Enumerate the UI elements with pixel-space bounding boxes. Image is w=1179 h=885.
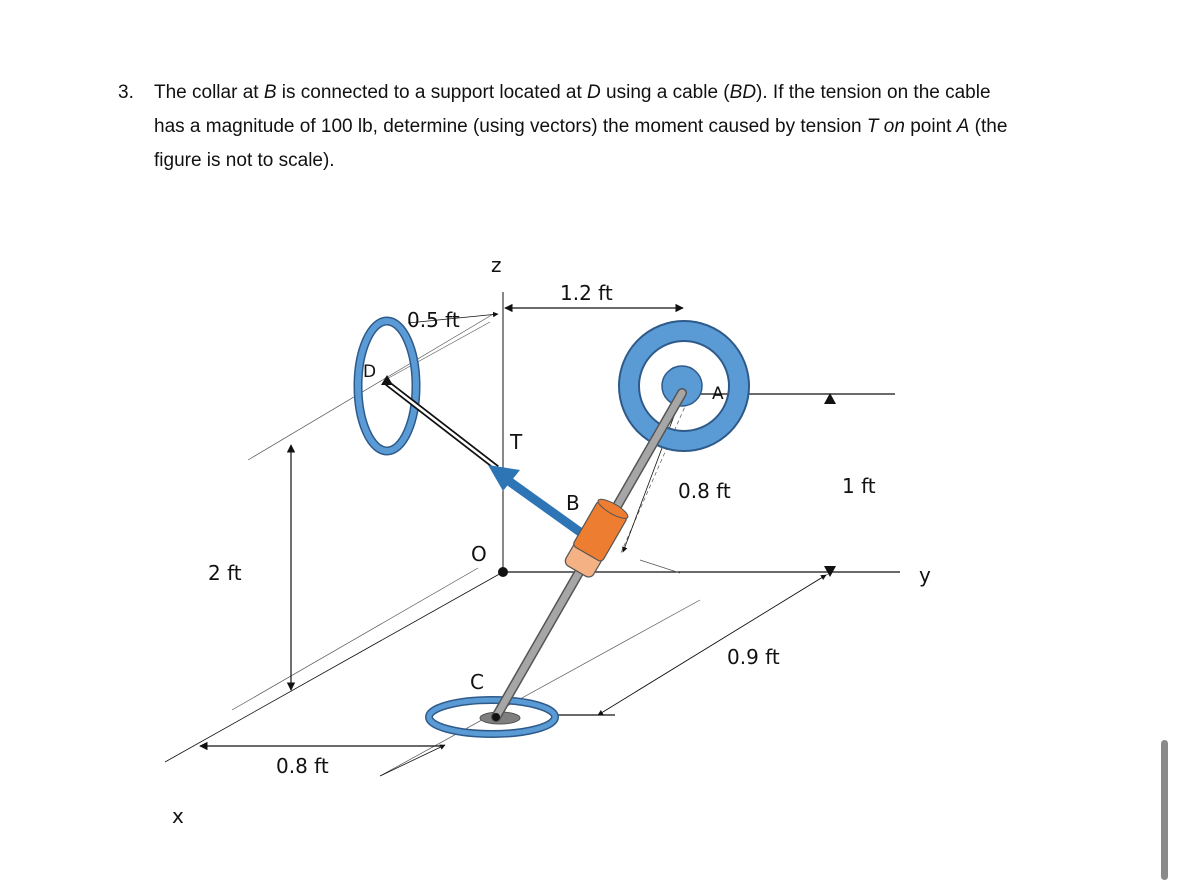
label-z-axis: z	[491, 253, 502, 277]
label-dim-1ft: 1 ft	[842, 474, 876, 498]
label-point-c: C	[470, 670, 484, 694]
text-segment: is connected to a support located at	[276, 82, 588, 103]
italic-text: T on	[866, 116, 905, 137]
label-y-axis: y	[919, 563, 931, 587]
italic-text: D	[587, 82, 601, 103]
label-point-b: B	[566, 491, 580, 515]
dim-arrow-1ft-top	[824, 393, 836, 404]
construction-line	[640, 560, 680, 573]
dim-arrow-0-9ft	[598, 575, 826, 715]
label-dim-0-8ft-right: 0.8 ft	[678, 479, 731, 503]
label-origin-o: O	[471, 542, 487, 566]
label-dim-0-5ft: 0.5 ft	[407, 308, 460, 332]
label-dim-1-2ft: 1.2 ft	[560, 281, 613, 305]
text-segment: point	[904, 116, 957, 137]
construction-line	[380, 600, 700, 776]
vertical-scrollbar[interactable]	[1161, 740, 1168, 880]
italic-text: A	[956, 116, 970, 137]
label-point-d: D	[363, 362, 377, 382]
italic-text: BD	[729, 82, 757, 103]
italic-text: B	[263, 82, 277, 103]
label-dim-2ft: 2 ft	[208, 561, 242, 585]
label-tension-t: T	[510, 430, 523, 454]
label-x-axis: x	[172, 804, 184, 828]
dim-arrow-0-8ft-bottom-b	[380, 745, 445, 776]
text-segment: (the	[969, 116, 1008, 137]
cable-bd-inner	[387, 383, 497, 468]
text-segment: The collar at	[154, 82, 264, 103]
origin-dot	[498, 567, 508, 577]
label-point-a: A	[712, 384, 724, 404]
text-segment: figure is not to scale).	[154, 150, 335, 171]
label-dim-0-8ft-bottom: 0.8 ft	[276, 754, 329, 778]
label-dim-0-9ft: 0.9 ft	[727, 645, 780, 669]
point-c-dot	[492, 713, 500, 721]
problem-number: 3.	[118, 82, 134, 103]
construction-line	[232, 568, 478, 710]
text-segment: has a magnitude of 100 lb, determine (using vectors) the moment caused by tension	[154, 116, 867, 137]
text-segment: ). If the tension on the cable	[756, 82, 991, 103]
text-segment: using a cable (	[600, 82, 730, 103]
